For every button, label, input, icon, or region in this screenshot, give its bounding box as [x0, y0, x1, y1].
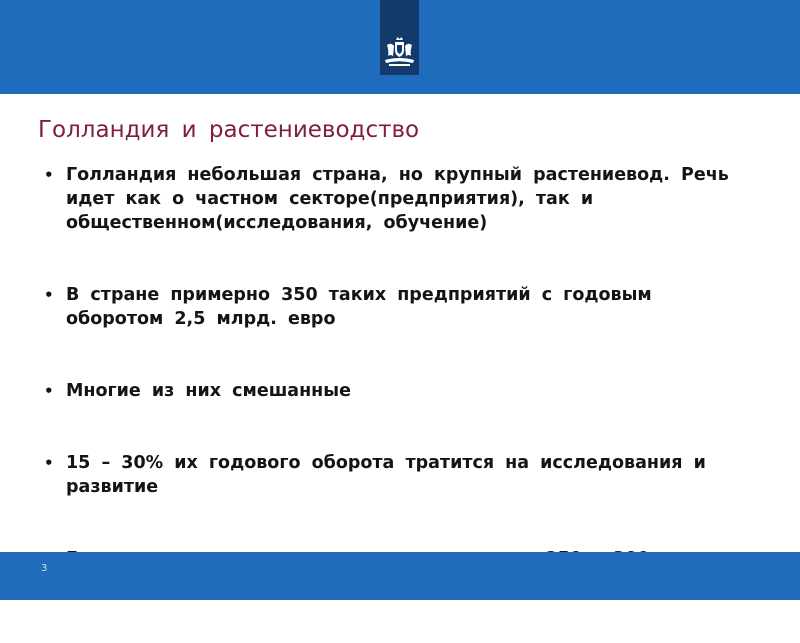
footer-band	[0, 552, 800, 600]
bullet-marker: •	[44, 286, 54, 304]
bullet-text: В стране примерно 350 таких предприятий с годовым оборотом 2,5 млрд. евро	[66, 285, 652, 329]
bullet-marker: •	[44, 454, 54, 472]
bullet-text: 15 – 30% их годового оборота тратится на исследования и развитие	[66, 453, 706, 497]
logo	[380, 0, 419, 75]
page-number: 3	[41, 563, 48, 574]
bullet-text: Многие из них смешанные	[66, 381, 351, 401]
list-item	[44, 379, 744, 403]
slide-title: Голландия и растениеводство	[38, 117, 420, 143]
list-item	[44, 451, 744, 499]
bullet-marker: •	[44, 166, 54, 184]
list-item	[44, 163, 744, 235]
bullet-marker: •	[44, 382, 54, 400]
bullet-text: Голландия небольшая страна, но крупный растениевод. Речь идет как о частном секторе(предприятия), так и общественном(исследования, обучение)	[66, 165, 729, 233]
header-band	[0, 0, 800, 94]
list-item	[44, 283, 744, 331]
coat-of-arms-icon	[383, 36, 416, 68]
